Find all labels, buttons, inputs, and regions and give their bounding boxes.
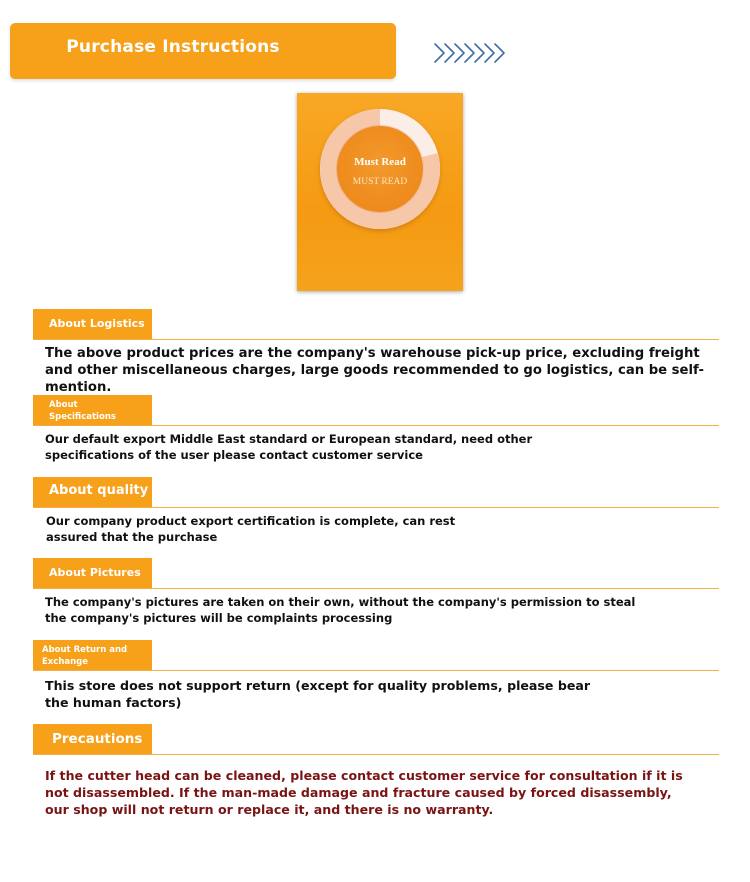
- section-divider: [33, 588, 719, 589]
- must-read-badge: [297, 93, 463, 291]
- section-body: Our default export Middle East standard or European standard, need other specifications of the user please contact customer service: [45, 432, 533, 462]
- section-heading: About Logistics: [49, 317, 145, 330]
- purchase-instructions-banner: [10, 23, 396, 79]
- section-divider: [33, 507, 719, 508]
- section-tab: [33, 558, 152, 589]
- section-tab: [33, 309, 152, 340]
- section-body: Our company product export certification is complete, can rest assured that the purchase: [46, 514, 456, 544]
- section-divider: [33, 754, 719, 755]
- section-tab: [33, 640, 152, 671]
- donut-ring-icon: [297, 93, 463, 291]
- section-body: The above product prices are the company's warehouse pick-up price, excluding freight and other miscellaneous charges, large goods recommended to go logistics, can be self-mention.: [45, 346, 704, 395]
- section-body: The company's pictures are taken on their own, without the company's permission to steal the company's pictures will be complaints processing: [45, 595, 636, 625]
- section-tab: [33, 395, 152, 426]
- section-heading: About Specifications: [49, 400, 116, 422]
- section-heading: About quality: [49, 483, 149, 498]
- section-tab: [33, 724, 152, 755]
- chevrons-icon: [433, 42, 509, 64]
- badge-title: Must Read: [354, 156, 406, 168]
- section-tab: [33, 477, 152, 508]
- section-heading: About Pictures: [49, 566, 141, 579]
- banner-title: Purchase Instructions: [66, 37, 280, 57]
- section-body: This store does not support return (except for quality problems, please bear the human factors): [45, 678, 591, 710]
- badge-subtitle: MUST READ: [352, 177, 408, 187]
- section-divider: [33, 425, 719, 426]
- section-heading: Precautions: [52, 731, 143, 747]
- section-divider: [33, 339, 719, 340]
- section-heading: About Return and Exchange: [42, 645, 128, 667]
- section-body: If the cutter head can be cleaned, please contact customer service for consultation if it is not disassembled. If the man-made damage and fracture caused by forced disassembly, our shop will not return or replace it, and there is no warranty.: [45, 768, 683, 817]
- section-divider: [33, 670, 719, 671]
